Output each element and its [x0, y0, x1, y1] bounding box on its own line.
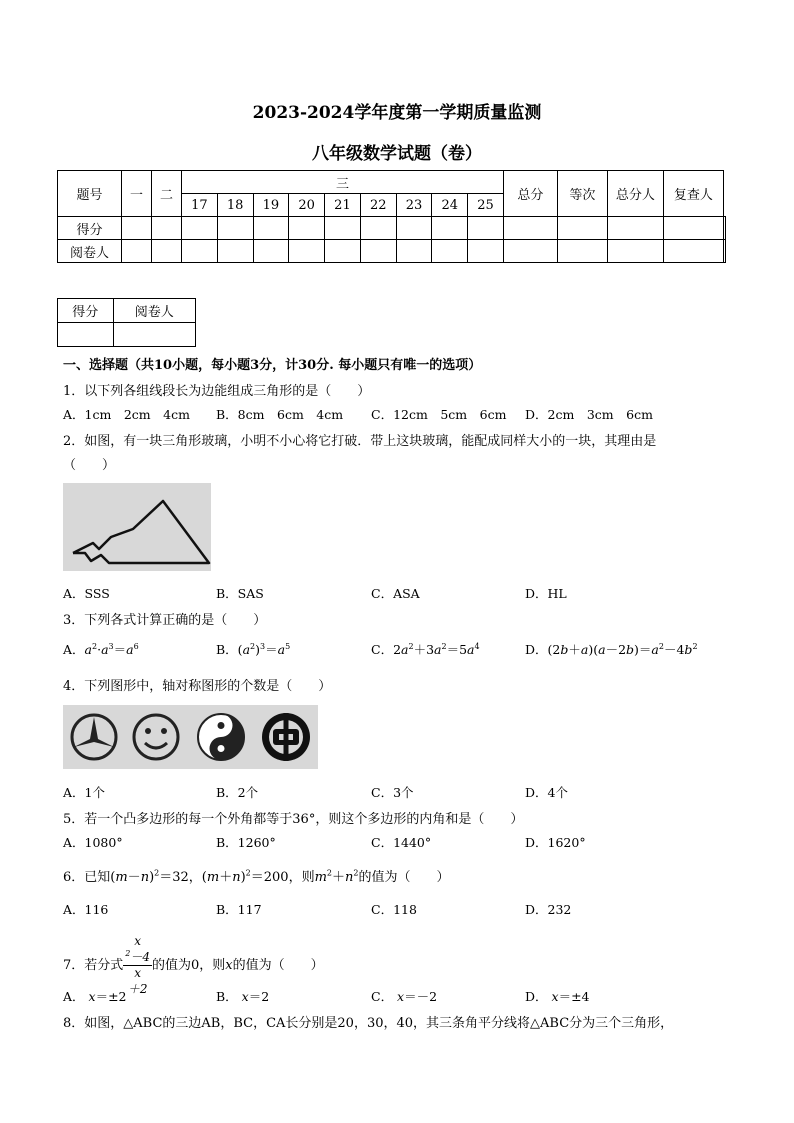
score-cell[interactable] [253, 217, 289, 240]
q1-option-b[interactable]: B．8cm 6cm 4cm [216, 407, 344, 422]
mini-grader-cell[interactable] [113, 323, 195, 347]
q1-option-a[interactable]: A．1cm 2cm 4cm [63, 407, 190, 422]
q3-option-d[interactable]: D．$(2b+a)(a-2b)=a^2-4b^2$ [525, 641, 698, 657]
grader-cell[interactable] [468, 240, 504, 263]
grader-cell[interactable] [289, 240, 325, 263]
grader-row [58, 240, 726, 263]
score-cell[interactable] [182, 217, 218, 240]
q2-stem-paren: （ ） [63, 458, 116, 473]
q2-option-c[interactable]: C．ASA [371, 586, 420, 601]
grader-cell[interactable] [122, 240, 152, 263]
q3-stem: 3．下列各式计算正确的是（ ） [63, 613, 267, 628]
sub-col: 20 [289, 194, 325, 217]
q5-stem: 5．若一个凸多边形的每一个外角都等于36°，则这个多边形的内角和是（ ） [63, 812, 524, 827]
score-cell[interactable] [289, 217, 325, 240]
exam-subtitle: 八年级数学试题（卷） [312, 144, 482, 164]
exam-title: 2023-2024学年度第一学期质量监测 [252, 103, 542, 123]
score-cell[interactable] [607, 217, 663, 240]
grader-cell[interactable] [396, 240, 432, 263]
mini-score-cell[interactable] [58, 323, 114, 347]
score-row [58, 217, 726, 240]
sub-col: 18 [217, 194, 253, 217]
smiley-face-icon [134, 715, 178, 759]
q6-stem: 6．已知$(m-n)^2=32$，$(m+n)^2=200$，则$m^2+n^2$的值为（ ） [63, 868, 450, 885]
grader-cell[interactable] [253, 240, 289, 263]
q4-stem: 4．下列图形中，轴对称图形的个数是（ ） [63, 679, 332, 694]
fraction: x $^2$－4 x ＋2 [125, 934, 151, 996]
score-cell[interactable] [217, 217, 253, 240]
q5-option-b[interactable]: B．1260° [216, 835, 276, 850]
grader-cell[interactable] [607, 240, 663, 263]
score-cell[interactable] [325, 217, 361, 240]
broken-glass-figure [63, 483, 211, 571]
grader-cell[interactable] [503, 240, 557, 263]
q2-option-a[interactable]: A．SSS [63, 586, 110, 601]
header-dengci: 等次 [557, 171, 607, 217]
sub-col: 17 [182, 194, 218, 217]
q7-stem: 7．若分式 x $^2$－4 x ＋2 的值为0，则x的值为（ ） [63, 934, 324, 996]
q6-option-a[interactable]: A．116 [63, 902, 109, 917]
symbols-figure [63, 705, 318, 769]
grader-cell[interactable] [325, 240, 361, 263]
header-san: 三 [182, 171, 504, 194]
section-score-box [57, 298, 196, 347]
q5-option-a[interactable]: A．1080° [63, 835, 123, 850]
score-cell[interactable] [396, 217, 432, 240]
mini-defen: 得分 [58, 299, 114, 323]
q3-option-a[interactable]: A．$a^2\cdot a^3=a^6$ [63, 641, 139, 657]
score-cell[interactable] [360, 217, 396, 240]
q5-option-c[interactable]: C．1440° [371, 835, 432, 850]
q4-option-b[interactable]: B．2个 [216, 785, 259, 800]
q2-stem: 2．如图，有一块三角形玻璃，小明不小心将它打破．带上这块玻璃，能配成同样大小的一块，其理由是 [63, 434, 657, 449]
score-cell[interactable] [557, 217, 607, 240]
grader-cell[interactable] [152, 240, 182, 263]
row-yuejuanren: 阅卷人 [58, 240, 122, 263]
sub-col: 22 [360, 194, 396, 217]
grader-cell[interactable] [217, 240, 253, 263]
q2-option-d[interactable]: D．HL [525, 586, 567, 601]
score-cell[interactable] [663, 217, 723, 240]
header-zongfen: 总分 [503, 171, 557, 217]
score-cell[interactable] [432, 217, 468, 240]
section-heading: 一、选择题（共10小题，每小题3分，计30分. 每小题只有唯一的选项） [63, 358, 482, 373]
q3-option-b[interactable]: B．$(a^2)^3=a^5$ [216, 641, 291, 657]
q1-option-d[interactable]: D．2cm 3cm 6cm [525, 407, 653, 422]
grader-cell[interactable] [432, 240, 468, 263]
q7-option-b[interactable]: B． x＝2 [216, 989, 270, 1004]
score-cell[interactable] [152, 217, 182, 240]
q6-option-c[interactable]: C．118 [371, 902, 417, 917]
q7-option-d[interactable]: D． x＝±4 [525, 989, 590, 1004]
mini-yuejuanren: 阅卷人 [113, 299, 195, 323]
grader-cell[interactable] [557, 240, 607, 263]
score-cell[interactable] [503, 217, 557, 240]
q8-stem: 8．如图，△ABC的三边AB，BC，CA长分别是20，30，40，其三条角平分线将△ABC分为三个三角形， [63, 1016, 674, 1031]
q5-option-d[interactable]: D．1620° [525, 835, 586, 850]
q1-stem: 1．以下列各组线段长为边能组成三角形的是（ ） [63, 384, 371, 399]
score-cell[interactable] [723, 217, 725, 240]
broken-triangle-icon [63, 483, 211, 571]
header-er: 二 [152, 171, 182, 217]
q7-option-c[interactable]: C． x＝－2 [371, 989, 438, 1004]
header-fucharen: 复查人 [663, 171, 723, 217]
sub-col: 25 [468, 194, 504, 217]
grader-cell[interactable] [182, 240, 218, 263]
row-defen: 得分 [58, 217, 122, 240]
header-tihao: 题号 [58, 171, 122, 217]
score-cell[interactable] [468, 217, 504, 240]
grader-cell[interactable] [723, 240, 725, 263]
q7-option-a[interactable]: A． x＝±2 [63, 989, 127, 1004]
q6-option-b[interactable]: B．117 [216, 902, 262, 917]
score-cell[interactable] [122, 217, 152, 240]
score-table [57, 170, 726, 263]
q6-option-d[interactable]: D．232 [525, 902, 572, 917]
q4-option-a[interactable]: A．1个 [63, 785, 105, 800]
header-yi: 一 [122, 171, 152, 217]
sub-col: 21 [325, 194, 361, 217]
bank-of-china-logo-icon [262, 713, 310, 761]
yin-yang-icon [198, 714, 244, 760]
q3-option-c[interactable]: C．$2a^2+3a^2=5a^4$ [371, 641, 480, 657]
q2-option-b[interactable]: B．SAS [216, 586, 264, 601]
grader-cell[interactable] [663, 240, 723, 263]
grader-cell[interactable] [360, 240, 396, 263]
header-zongfenren: 总分人 [607, 171, 663, 217]
q4-option-d[interactable]: D．4个 [525, 785, 568, 800]
q4-option-c[interactable]: C．3个 [371, 785, 414, 800]
mercedes-logo-icon [72, 715, 116, 759]
sub-col: 19 [253, 194, 289, 217]
sub-col: 23 [396, 194, 432, 217]
sub-col: 24 [432, 194, 468, 217]
q1-option-c[interactable]: C．12cm 5cm 6cm [371, 407, 507, 422]
